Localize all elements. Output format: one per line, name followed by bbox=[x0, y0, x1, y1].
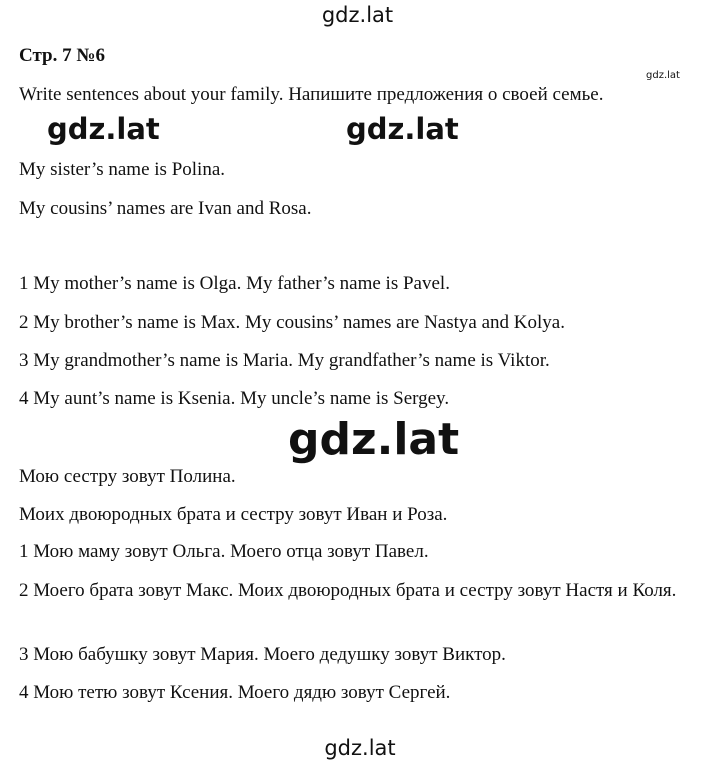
instruction-text: Write sentences about your family. Напишите предложения о своей семье. bbox=[19, 84, 604, 105]
translation-line-2: 2 Моего брата зовут Макс. Моих двоюродных брата и сестру зовут Настя и Коля. bbox=[19, 580, 677, 601]
translation-example-2: Моих двоюродных брата и сестру зовут Иван и Роза. bbox=[19, 504, 448, 525]
watermark-middle: gdz.lat bbox=[346, 112, 459, 146]
answer-line-3: 3 My grandmother’s name is Maria. My grandfather’s name is Viktor. bbox=[19, 350, 550, 371]
answer-line-2: 2 My brother’s name is Max. My cousins’ names are Nastya and Kolya. bbox=[19, 312, 565, 333]
watermark-large: gdz.lat bbox=[288, 414, 460, 465]
translation-line-4: 4 Мою тетю зовут Ксения. Моего дядю зовут Сергей. bbox=[19, 682, 451, 703]
example-line-1: My sister’s name is Polina. bbox=[19, 159, 226, 180]
page-title: Стр. 7 №6 bbox=[19, 45, 105, 66]
answer-line-1: 1 My mother’s name is Olga. My father’s name is Pavel. bbox=[19, 273, 450, 294]
watermark-small: gdz.lat bbox=[646, 70, 680, 81]
watermark-top: gdz.lat bbox=[321, 3, 394, 27]
watermark-left: gdz.lat bbox=[47, 112, 160, 146]
example-line-2: My cousins’ names are Ivan and Rosa. bbox=[19, 198, 312, 219]
answer-line-4: 4 My aunt’s name is Ksenia. My uncle’s name is Sergey. bbox=[19, 388, 450, 409]
watermark-bottom: gdz.lat bbox=[324, 736, 396, 760]
translation-line-3: 3 Мою бабушку зовут Мария. Моего дедушку зовут Виктор. bbox=[19, 644, 506, 665]
translation-example-1: Мою сестру зовут Полина. bbox=[19, 466, 236, 487]
translation-line-1: 1 Мою маму зовут Ольга. Моего отца зовут Павел. bbox=[19, 541, 429, 562]
